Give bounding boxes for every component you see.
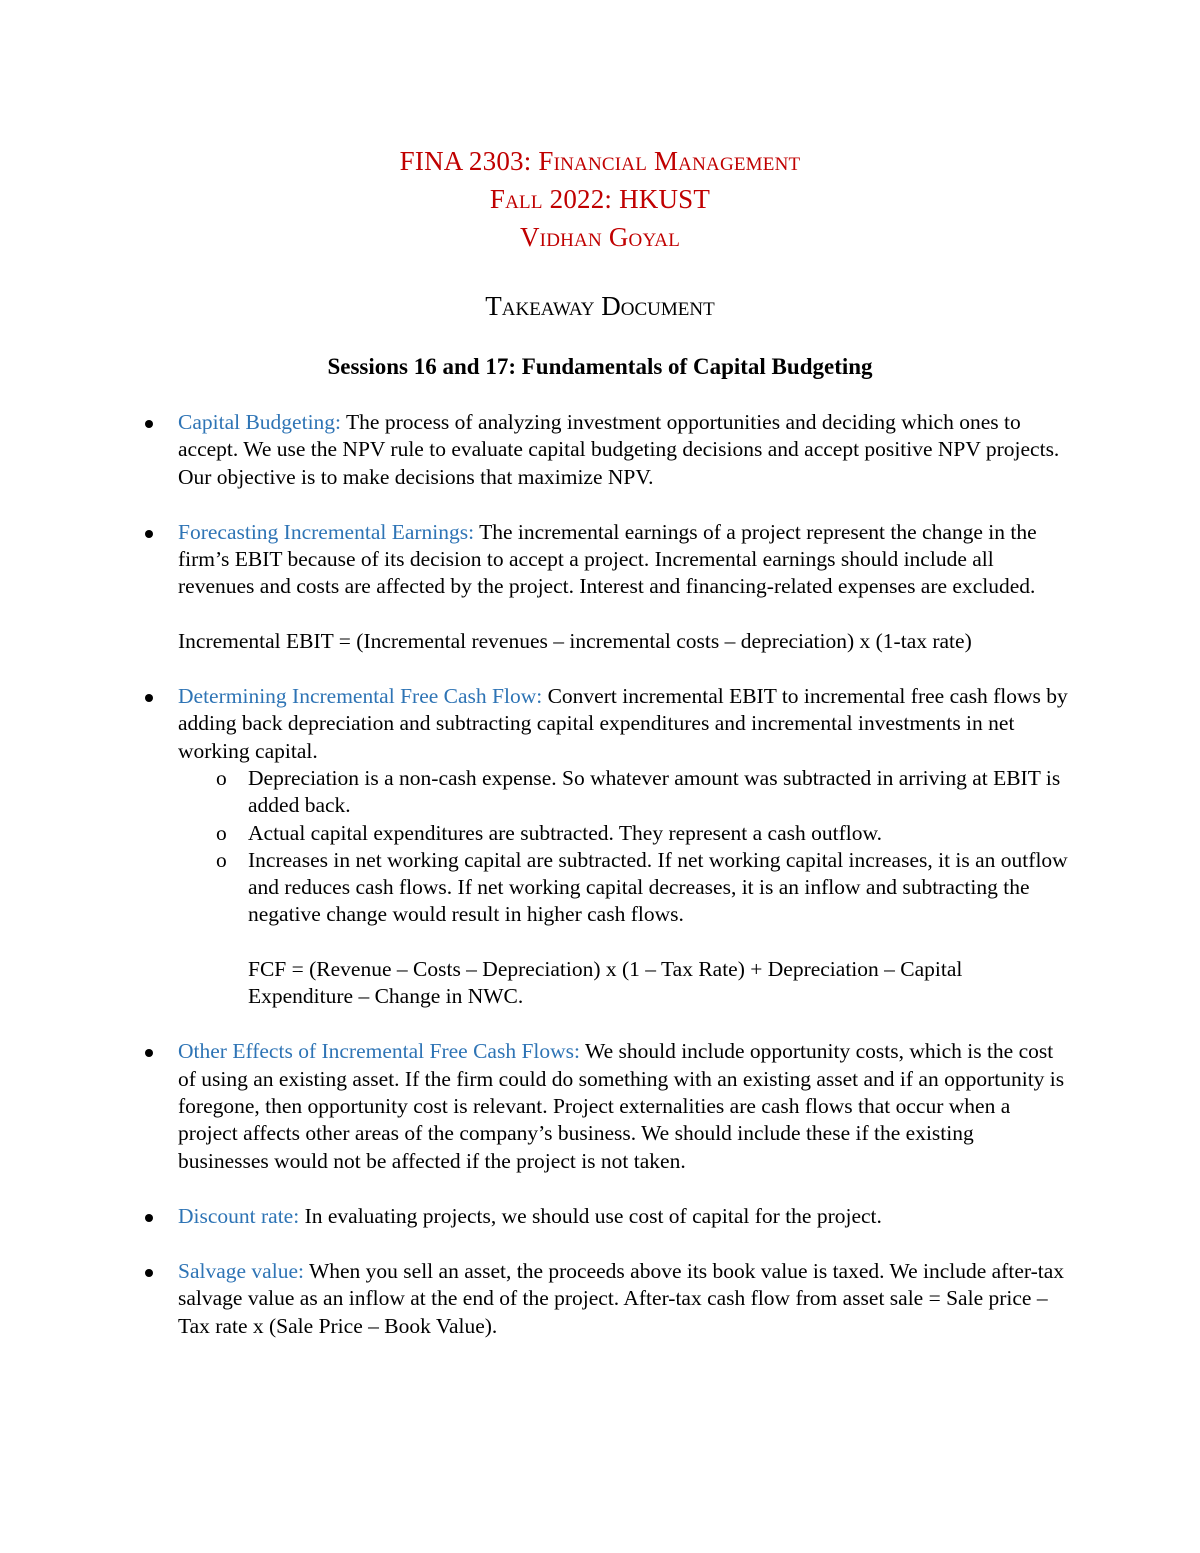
bullet-icon [145, 420, 153, 428]
bullet-paragraph [178, 1038, 1068, 1174]
sub-list-item [178, 847, 1068, 929]
fcf-formula: FCF = (Revenue – Costs – Depreciation) x (1 – Tax Rate) + Depreciation – Capital Expenditure – Change in NWC. [248, 956, 963, 1009]
bullet-item-salvage-value [0, 1258, 1200, 1340]
bullet-item-incremental-fcf [0, 683, 1200, 1010]
bullet-icon [145, 530, 153, 538]
bullet-text: When you sell an asset, the proceeds above its book value is taxed. We include after-tax salvage value as an inflow at the end of the project. After-tax cash flow from asset sale = Sale price – Tax rate x (Sale Price – Book Value). [178, 1259, 1065, 1338]
circle-bullet-icon: o [216, 847, 227, 872]
bullet-term: Forecasting Incremental Earnings: [178, 519, 475, 544]
course-title: FINA 2303: Financial Management [399, 146, 801, 176]
term-title: Fall 2022: HKUST [489, 184, 711, 214]
bullet-icon [145, 1049, 153, 1057]
bullet-item-other-effects [0, 1038, 1200, 1174]
bullet-term: Discount rate: [178, 1203, 300, 1228]
sub-item-text: Increases in net working capital are subtracted. If net working capital increases, it is an outflow and reduces cash flows. If net working capital decreases, it is an inflow and subtracting the negative change would result in higher cash flows. [248, 847, 1068, 927]
bullet-list [0, 409, 1200, 1340]
bullet-term: Salvage value: [178, 1259, 304, 1284]
bullet-item-capital-budgeting [0, 409, 1200, 491]
bullet-paragraph [178, 683, 1068, 765]
bullet-text: The process of analyzing investment opportunities and deciding which ones to accept. We use the NPV rule to evaluate capital budgeting decisions and accept positive NPV projects. Our objective is to make decisions that maximize NPV. [178, 410, 1060, 489]
bullet-term: Other Effects of Incremental Free Cash Flows: [178, 1039, 581, 1064]
sub-item-text: Actual capital expenditures are subtracted. They represent a cash outflow. [248, 820, 882, 845]
sub-list [178, 765, 1068, 929]
bullet-item-incremental-earnings [0, 519, 1200, 655]
bullet-paragraph [178, 1258, 1068, 1340]
session-heading: Sessions 16 and 17: Fundamentals of Capital Budgeting [327, 354, 873, 379]
bullet-icon [145, 1214, 153, 1222]
bullet-paragraph [178, 1203, 1068, 1230]
title-block [0, 142, 1200, 256]
circle-bullet-icon: o [216, 820, 227, 845]
bullet-icon [145, 694, 153, 702]
sub-list-item [178, 765, 1068, 820]
bullet-text: We should include opportunity costs, which is the cost of using an existing asset. If the firm could do something with an existing asset and if an opportunity is foregone, then opportunity cost is relevant. Project externalities are cash flows that occur when a project affects other areas of the company’s business. We should include these if the existing businesses would not be affected if the project is not taken. [178, 1039, 1065, 1173]
sub-list-item [178, 820, 1068, 847]
bullet-paragraph [178, 519, 1068, 601]
circle-bullet-icon: o [216, 765, 227, 790]
bullet-text: The incremental earnings of a project represent the change in the firm’s EBIT because of its decision to accept a project. Incremental earnings should include all revenues and costs are affected by the project. Interest and financing-related expenses are excluded. [178, 519, 1037, 599]
document-type-heading: Takeaway Document [485, 291, 715, 321]
incremental-ebit-formula: Incremental EBIT = (Incremental revenues – incremental costs – depreciation) x (1-tax rate) [178, 628, 972, 653]
bullet-icon [145, 1269, 153, 1277]
bullet-text: In evaluating projects, we should use cost of capital for the project. [299, 1203, 882, 1228]
instructor-name: Vidhan Goyal [519, 222, 681, 252]
bullet-term: Determining Incremental Free Cash Flow: [178, 684, 543, 709]
bullet-item-discount-rate [0, 1203, 1200, 1230]
bullet-term: Capital Budgeting: [178, 410, 342, 434]
sub-item-text: Depreciation is a non-cash expense. So whatever amount was subtracted in arriving at EBIT is added back. [248, 765, 1061, 818]
bullet-text: Convert incremental EBIT to incremental free cash flows by adding back depreciation and subtracting capital expenditures and incremental investments in net working capital. [178, 684, 1068, 763]
bullet-paragraph [178, 409, 1068, 491]
